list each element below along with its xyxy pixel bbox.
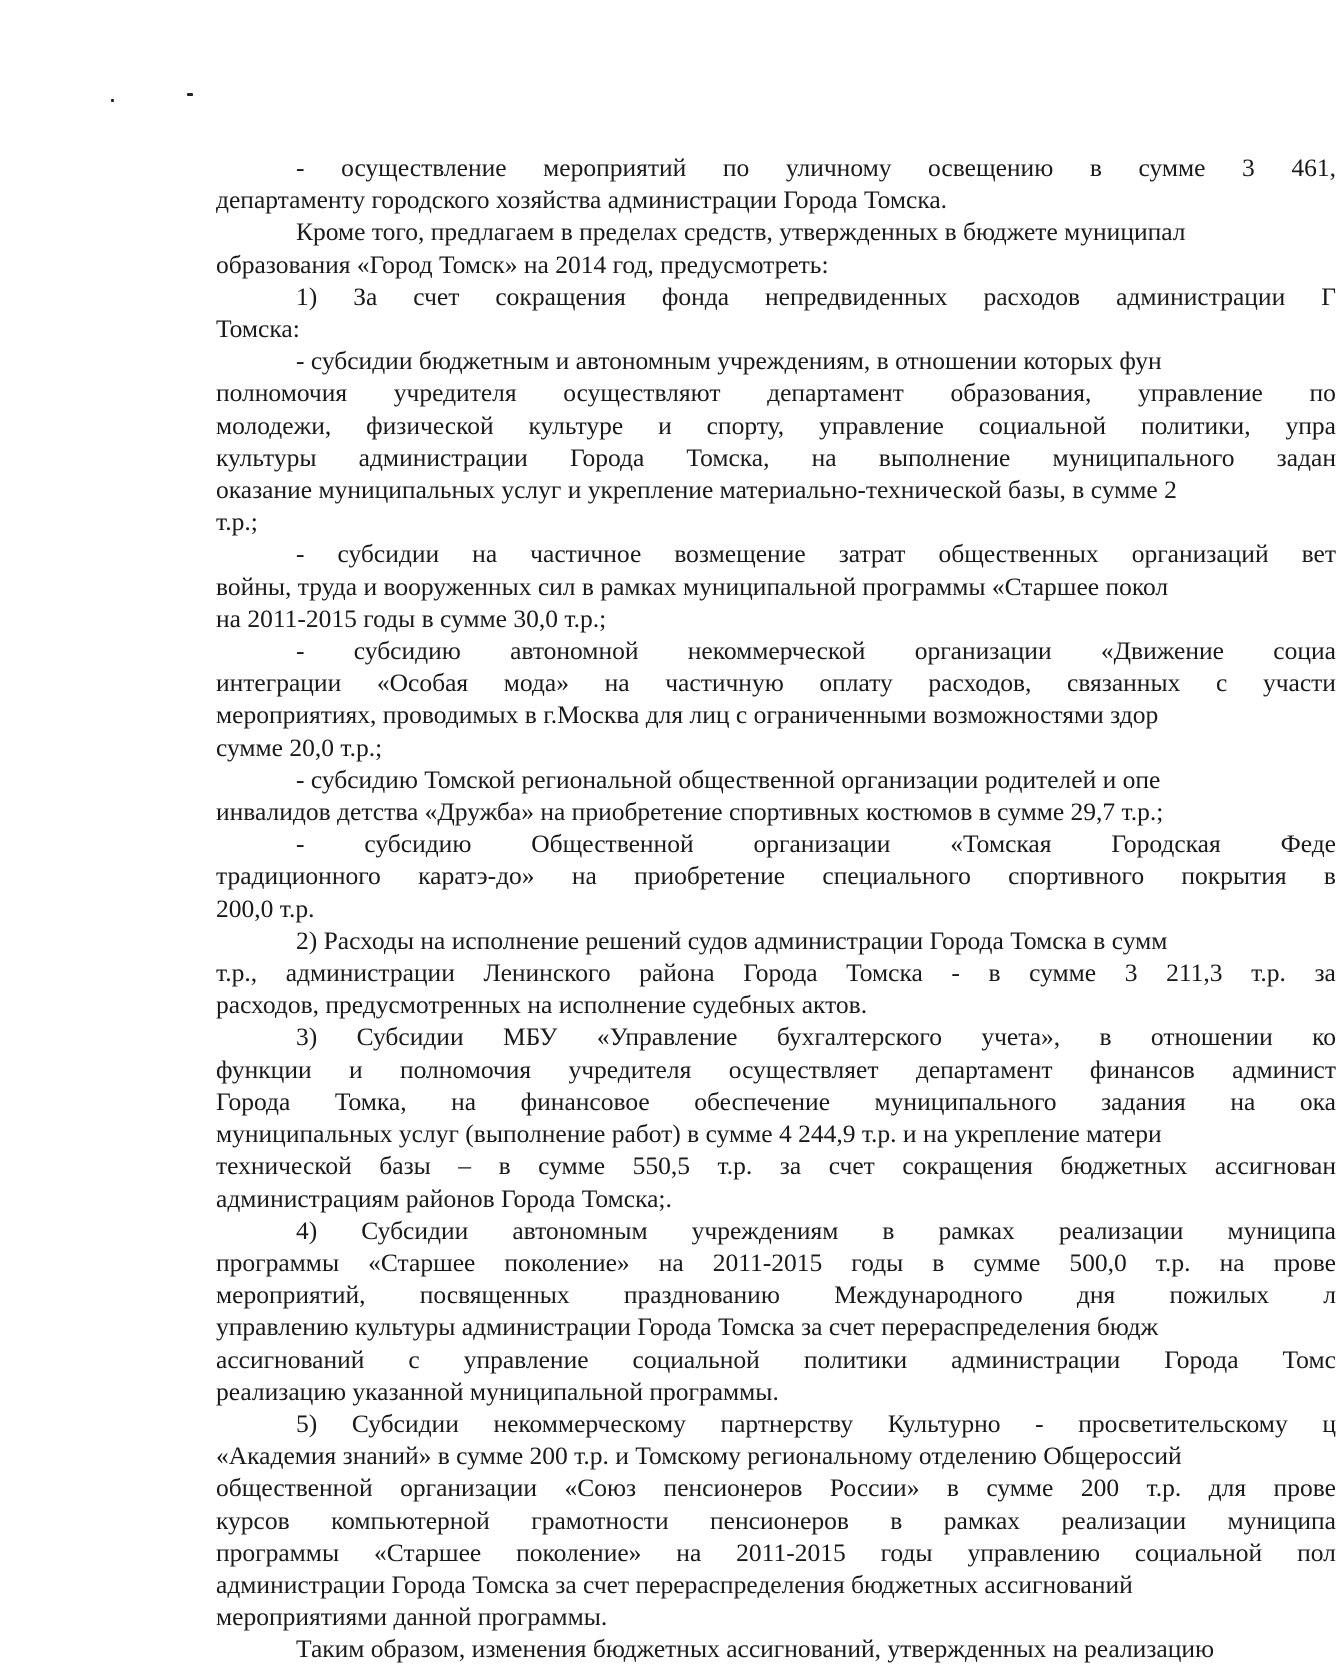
word: посвященных	[419, 1280, 570, 1310]
word: выполнение	[878, 442, 1011, 472]
word: специального	[822, 861, 971, 891]
word: организации	[400, 1473, 538, 1503]
word: –	[458, 1151, 472, 1181]
word: осуществляет	[728, 1054, 879, 1084]
word: связанных	[1067, 668, 1181, 698]
word: субсидию	[353, 636, 461, 666]
word: с	[408, 1344, 420, 1374]
word: частичное	[530, 539, 642, 569]
word: полномочия	[216, 378, 348, 408]
word: некоммерческому	[493, 1408, 686, 1438]
word: политики	[803, 1344, 908, 1374]
text-line: «Академия знаний» в сумме 200 т.р. и Томскому региональному отделению Общероссий	[216, 1441, 1182, 1471]
text-line: Таким образом, изменения бюджетных ассигнований, утвержденных на реализацию	[296, 1634, 1215, 1663]
word: 200	[1080, 1473, 1120, 1503]
text-line	[216, 442, 1336, 474]
word: прове	[1273, 1473, 1336, 1503]
word: департамент	[767, 378, 904, 408]
word: учета»,	[981, 1022, 1061, 1052]
word: вет	[1301, 539, 1336, 569]
word: общественной	[216, 1473, 373, 1503]
text-line	[216, 635, 1336, 667]
text-line: управлению культуры администрации Города Томска за счет перераспределения бюдж	[216, 1312, 1159, 1342]
text-line: оказание муниципальных услуг и укрепление материально-технической базы, в сумме 2	[216, 475, 1177, 505]
word: реализации	[1061, 1505, 1187, 1535]
word: Томс	[1282, 1344, 1336, 1374]
word: 1)	[296, 281, 318, 311]
word: социа	[1273, 636, 1336, 666]
word: пенсионеров	[710, 1505, 849, 1535]
text-line	[216, 1408, 1336, 1440]
word: расходов	[983, 281, 1081, 311]
word: поколение»	[516, 1537, 642, 1567]
word: молодежи,	[216, 410, 332, 440]
word: затрат	[838, 539, 906, 569]
word: л	[1323, 1280, 1336, 1310]
text-line	[216, 538, 1336, 570]
word: субсидию	[364, 829, 472, 859]
word: -	[951, 958, 960, 988]
word: фонда	[661, 281, 730, 311]
text-line	[216, 1472, 1336, 1504]
word: образования,	[950, 378, 1092, 408]
word: обеспечение	[694, 1086, 831, 1116]
word: -	[1035, 1408, 1044, 1438]
text-line	[216, 1021, 1336, 1053]
word: «Управление	[596, 1022, 738, 1052]
word: Томка,	[334, 1086, 407, 1116]
word: просветительскому	[1078, 1408, 1288, 1438]
word: в	[946, 1473, 959, 1503]
word: традиционного	[216, 861, 381, 891]
text-line: 200,0 т.р.	[216, 893, 315, 923]
word: «Движение	[1100, 636, 1224, 666]
word: «Старшее	[368, 1247, 476, 1277]
word: некоммерческой	[687, 636, 866, 666]
text-line	[216, 281, 1336, 313]
word: 2011-2015	[736, 1537, 846, 1567]
word: участи	[1262, 668, 1336, 698]
text-line: - субсидии бюджетным и автономным учреждениям, в отношении которых фун	[296, 346, 1162, 376]
text-line: мероприятиях, проводимых в г.Москва для лиц с ограниченными возможностями здор	[216, 700, 1159, 730]
word: сумме	[973, 1247, 1041, 1277]
text-line	[216, 1150, 1336, 1182]
word: района	[639, 958, 715, 988]
word: программы	[216, 1537, 340, 1567]
word: возмещение	[674, 539, 806, 569]
word: празднованию	[623, 1280, 780, 1310]
word: в	[1089, 153, 1102, 182]
text-line: инвалидов детства «Дружба» на приобретение спортивных костюмов в сумме 29,7 т.р.;	[216, 797, 1164, 827]
word: Томска	[846, 958, 923, 988]
word: муниципа	[1227, 1215, 1336, 1245]
text-line: департаменту городского хозяйства администрации Города Томска.	[216, 185, 948, 215]
text-line: Томска:	[216, 314, 300, 344]
word: Томска,	[686, 442, 770, 472]
word: 3	[1242, 153, 1255, 182]
word: Общественной	[531, 829, 694, 859]
text-line: Кроме того, предлагаем в пределах средств, утвержденных в бюджете муниципал	[296, 217, 1186, 247]
scan-speck	[111, 99, 114, 102]
word: админист	[1232, 1054, 1336, 1084]
word: освещению	[928, 153, 1054, 182]
word: пенсионеров	[663, 1473, 803, 1503]
word: в	[988, 958, 1001, 988]
word: культуре	[528, 410, 624, 440]
word: сумме	[986, 1473, 1054, 1503]
word: пол	[1297, 1537, 1336, 1567]
word: субсидии	[337, 539, 440, 569]
word: управление	[1138, 378, 1263, 408]
word: автономным	[512, 1215, 648, 1245]
word: мода»	[503, 668, 569, 698]
word: годы	[880, 1537, 933, 1567]
word: спорту,	[706, 410, 785, 440]
word: муниципального	[1052, 442, 1235, 472]
word: пожилых	[1169, 1280, 1270, 1310]
word: на	[604, 668, 630, 698]
word: 4)	[296, 1215, 318, 1245]
text-line: расходов, предусмотренных на исполнение судебных актов.	[216, 990, 868, 1020]
word: дня	[1076, 1280, 1116, 1310]
text-line: образования «Город Томск» на 2014 год, предусмотреть:	[216, 249, 829, 279]
word: в	[890, 1505, 903, 1535]
word: в	[498, 1151, 511, 1181]
text-line	[216, 1215, 1336, 1247]
word: Международного	[834, 1280, 1023, 1310]
word: осуществляют	[563, 378, 721, 408]
word: и	[348, 1054, 363, 1084]
word: спортивного	[1008, 861, 1145, 891]
word: -	[296, 636, 305, 666]
word: организаций	[1131, 539, 1269, 569]
word: сумме	[1029, 958, 1097, 988]
text-line	[216, 377, 1336, 409]
text-line: - субсидию Томской региональной общественной организации родителей и опе	[296, 764, 1161, 794]
word: с	[1215, 668, 1228, 698]
word: по	[1309, 378, 1336, 408]
text-line	[216, 1247, 1336, 1279]
word: Г	[1321, 281, 1336, 311]
word: 211,3	[1166, 958, 1223, 988]
word: курсов	[216, 1505, 290, 1535]
text-line	[216, 1344, 1336, 1376]
word: отношении	[1150, 1022, 1273, 1052]
text-line: муниципальных услуг (выполнение работ) в сумме 4 244,9 т.р. и на укрепление матери	[216, 1119, 1162, 1149]
word: России»	[829, 1473, 920, 1503]
word: приобретение	[634, 861, 786, 891]
word: управление	[819, 410, 944, 440]
word: т.р.	[717, 1151, 753, 1181]
scan-speck	[187, 93, 193, 96]
word: поколение»	[504, 1247, 630, 1277]
word: каратэ-до»	[418, 861, 535, 891]
word: бюджетных	[1060, 1151, 1188, 1181]
word: Субсидии	[356, 1022, 464, 1052]
word: учредителя	[568, 1054, 692, 1084]
text-line	[216, 1054, 1336, 1086]
word: на	[472, 539, 498, 569]
word: в	[1323, 861, 1336, 891]
word: Ленинского	[483, 958, 611, 988]
word: оплату	[819, 668, 893, 698]
word: «Старшее	[373, 1537, 482, 1567]
word: на	[811, 442, 837, 472]
word: за	[779, 1151, 802, 1181]
word: интеграции	[216, 668, 342, 698]
word: компьютерной	[331, 1505, 490, 1535]
text-line: 2) Расходы на исполнение решений судов администрации Города Томска в сумм	[296, 925, 1168, 955]
text-line	[216, 828, 1336, 860]
word: осуществление	[341, 153, 507, 182]
word: счет	[828, 1151, 875, 1181]
word: Города	[743, 958, 818, 988]
word: задан	[1276, 442, 1336, 472]
word: полномочия	[400, 1054, 532, 1084]
text-line	[216, 152, 1336, 184]
word: рамках	[943, 1505, 1021, 1535]
word: За	[353, 281, 378, 311]
word: функции	[216, 1054, 312, 1084]
word: Субсидии	[351, 1408, 459, 1438]
word: счет	[413, 281, 460, 311]
word: на	[451, 1086, 477, 1116]
word: учредителя	[393, 378, 517, 408]
word: Города	[216, 1086, 291, 1116]
word: Города	[569, 442, 645, 472]
word: департамент	[915, 1054, 1053, 1084]
word: технической	[216, 1151, 352, 1181]
word: администрации	[951, 1344, 1121, 1374]
word: ко	[1312, 1022, 1336, 1052]
word: в	[932, 1247, 945, 1277]
word: учреждениям	[691, 1215, 839, 1245]
word: за	[1314, 958, 1336, 988]
text-line: администрациям районов Города Томска;.	[216, 1183, 672, 1213]
word: физической	[366, 410, 494, 440]
word: -	[296, 153, 305, 182]
word: муниципального	[874, 1086, 1057, 1116]
word: Городская	[1111, 829, 1221, 859]
text-line: т.р.;	[216, 507, 258, 537]
word: администрации	[358, 442, 528, 472]
word: 500,0	[1069, 1247, 1127, 1277]
word: бухгалтерского	[776, 1022, 942, 1052]
word: «Союз	[564, 1473, 637, 1503]
word: частичную	[665, 668, 784, 698]
word: социальной	[978, 410, 1107, 440]
text-line	[216, 1086, 1336, 1118]
word: -	[296, 829, 305, 859]
word: социальной	[632, 1344, 760, 1374]
cut-off-line	[216, 1633, 1316, 1663]
word: управление	[463, 1344, 589, 1374]
word: по	[722, 153, 750, 182]
text-line: на 2011-2015 годы в сумме 30,0 т.р.;	[216, 603, 607, 633]
word: т.р.,	[216, 958, 258, 988]
word: 461,	[1291, 153, 1336, 182]
text-line	[216, 860, 1336, 892]
text-line: реализацию указанной муниципальной программы.	[216, 1376, 779, 1406]
word: для	[1208, 1473, 1247, 1503]
text-line	[216, 1505, 1336, 1537]
word: МБУ	[502, 1022, 558, 1052]
word: сумме	[1138, 153, 1206, 182]
word: общественных	[938, 539, 1099, 569]
text-line	[216, 667, 1336, 699]
word: сокращения	[495, 281, 626, 311]
word: на	[1230, 1086, 1256, 1116]
word: социальной	[1134, 1537, 1263, 1567]
word: «Особая	[376, 668, 469, 698]
word: Феде	[1280, 829, 1336, 859]
word: ассигнован	[1214, 1151, 1336, 1181]
word: т.р.	[1146, 1473, 1182, 1503]
word: культуры	[216, 442, 317, 472]
word: т.р.	[1155, 1247, 1191, 1277]
word: покрытия	[1181, 861, 1287, 891]
word: рамках	[938, 1215, 1015, 1245]
word: в	[882, 1215, 895, 1245]
word: прове	[1273, 1247, 1336, 1277]
word: «Томская	[950, 829, 1052, 859]
word: упра	[1285, 410, 1336, 440]
word: Культурно	[887, 1408, 1001, 1438]
word: администрации	[1116, 281, 1286, 311]
word: задания	[1101, 1086, 1186, 1116]
text-line: войны, труда и вооруженных сил в рамках муниципальной программы «Старшее покол	[216, 571, 1169, 601]
word: т.р.	[1251, 958, 1286, 988]
document-body	[216, 152, 1336, 1633]
word: ока	[1299, 1086, 1336, 1116]
word: Субсидии	[361, 1215, 469, 1245]
text-line	[216, 957, 1336, 989]
word: управлению	[967, 1537, 1100, 1567]
word: грамотности	[531, 1505, 669, 1535]
word: ассигнований	[216, 1344, 365, 1374]
text-line: мероприятиями данной программы.	[216, 1602, 608, 1632]
word: мероприятий,	[216, 1280, 366, 1310]
word: годы	[851, 1247, 904, 1277]
word: Города	[1164, 1344, 1239, 1374]
word: муниципа	[1227, 1505, 1336, 1535]
text-line	[216, 1279, 1336, 1311]
word: на	[676, 1537, 702, 1567]
word: уличному	[785, 153, 892, 182]
word: администрации	[285, 958, 455, 988]
word: сокращения	[902, 1151, 1033, 1181]
word: программы	[216, 1247, 340, 1277]
word: партнерству	[720, 1408, 854, 1438]
word: сумме	[538, 1151, 606, 1181]
word: расходов,	[928, 668, 1032, 698]
word: на	[571, 861, 597, 891]
word: реализации	[1058, 1215, 1184, 1245]
word: и	[658, 410, 672, 440]
word: 550,5	[632, 1151, 691, 1181]
word: политики,	[1140, 410, 1251, 440]
text-line	[216, 1537, 1336, 1569]
word: организации	[914, 636, 1052, 666]
word: автономной	[510, 636, 639, 666]
word: ц	[1322, 1408, 1336, 1438]
word: -	[296, 539, 305, 569]
word: организации	[753, 829, 891, 859]
word: в	[1099, 1022, 1112, 1052]
word: финансов	[1089, 1054, 1195, 1084]
text-line: сумме 20,0 т.р.;	[216, 732, 383, 762]
word: финансовое	[520, 1086, 650, 1116]
word: на	[1219, 1247, 1245, 1277]
word: 2011-2015	[712, 1247, 823, 1277]
text-line: администрации Города Томска за счет перераспределения бюджетных ассигнований	[216, 1569, 1133, 1599]
text-line	[216, 410, 1336, 442]
word: базы	[379, 1151, 431, 1181]
word: на	[658, 1247, 684, 1277]
word: 3	[1124, 958, 1138, 988]
word: непредвиденных	[765, 281, 948, 311]
word: 3)	[296, 1022, 318, 1052]
word: 5)	[296, 1408, 318, 1438]
word: мероприятий	[543, 153, 687, 182]
